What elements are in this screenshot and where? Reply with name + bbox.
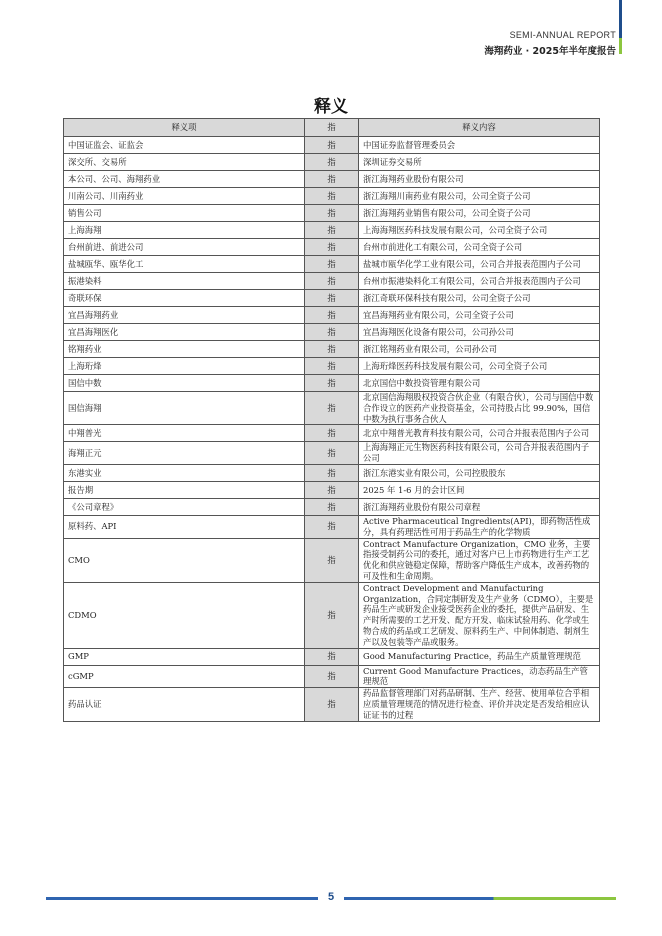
mark-cell: 指 [305,392,359,425]
term-cell: 销售公司 [64,205,305,222]
meaning-cell: 浙江铭翔药业有限公司，公司孙公司 [359,341,600,358]
mark-cell: 指 [305,154,359,171]
table-row [64,256,600,273]
term-cell: cGMP [64,665,305,688]
meaning-cell: 北京中翔普光教育科技有限公司，公司合并报表范围内子公司 [359,425,600,442]
term-cell: 台州前进、前进公司 [64,239,305,256]
mark-cell: 指 [305,239,359,256]
term-cell: 上海海翔 [64,222,305,239]
column-header-term: 释义项 [64,119,305,137]
term-cell: 深交所、交易所 [64,154,305,171]
meaning-cell: 浙江东港实业有限公司，公司控股股东 [359,464,600,481]
table-header-row [64,119,600,137]
footer-line-left [46,897,318,900]
mark-cell: 指 [305,256,359,273]
term-cell: 海翔正元 [64,442,305,465]
table-row [64,358,600,375]
table-row [64,188,600,205]
mark-cell: 指 [305,222,359,239]
mark-cell: 指 [305,358,359,375]
table-row [64,154,600,171]
term-cell: 国信中数 [64,375,305,392]
mark-cell: 指 [305,442,359,465]
table-row [64,425,600,442]
mark-cell: 指 [305,665,359,688]
meaning-cell: 台州市前进化工有限公司，公司全资子公司 [359,239,600,256]
term-cell: 上海珩烽 [64,358,305,375]
mark-cell: 指 [305,324,359,341]
mark-cell: 指 [305,273,359,290]
footer-line-right [344,897,616,900]
term-cell: 药品认证 [64,688,305,721]
table-row [64,392,600,425]
meaning-cell: 浙江海翔药业股份有限公司 [359,171,600,188]
column-header-meaning: 释义内容 [359,119,600,137]
term-cell: 原料药、API [64,515,305,538]
mark-cell: 指 [305,464,359,481]
table-row [64,137,600,154]
term-cell: 东港实业 [64,464,305,481]
mark-cell: 指 [305,375,359,392]
meaning-cell: 中国证券监督管理委员会 [359,137,600,154]
page-title: 释义 [314,97,348,117]
meaning-cell: 宜昌海翔医化设备有限公司，公司孙公司 [359,324,600,341]
term-cell: 报告期 [64,481,305,498]
page-number: 5 [327,891,335,903]
meaning-cell: 北京国信海翔股权投资合伙企业（有限合伙），公司与国信中数合作设立的医药产业投资基金，公司持股占比 99.90%，国信中数为执行事务合伙人 [359,392,600,425]
table-row [64,688,600,721]
table-row [64,324,600,341]
definitions-table-body [64,137,600,722]
table-row [64,205,600,222]
meaning-cell: Current Good Manufacture Practices，动态药品生产管理规范 [359,665,600,688]
table-row [64,582,600,648]
term-cell: 宜昌海翔医化 [64,324,305,341]
term-cell: 国信海翔 [64,392,305,425]
meaning-cell: Contract Manufacture Organization，CMO 业务，主要指接受制药公司的委托，通过对客户已上市药物进行生产工艺优化和供应链稳定保障，帮助客户降低生产成本，改善药物的可及性和生命周期。 [359,538,600,582]
table-row [64,375,600,392]
table-row [64,341,600,358]
meaning-cell: 浙江奇联环保科技有限公司，公司全资子公司 [359,290,600,307]
table-row [64,273,600,290]
term-cell: 盐城瓯华、瓯华化工 [64,256,305,273]
column-header-mark: 指 [305,119,359,137]
meaning-cell: Contract Development and Manufacturing Organization，合同定制研发及生产业务（CDMO），主要是药品生产或研发企业接受医药企业的委托，提供产品研发、生产时所需要的工艺开发、配方开发、临床试验用药、化学或生物合成的药品或工艺研发、原料药生产、中间体制造、制剂生产以及包装等产品或服务。 [359,582,600,648]
table-row [64,515,600,538]
meaning-cell: 上海海翔医药科技发展有限公司，公司全资子公司 [359,222,600,239]
mark-cell: 指 [305,188,359,205]
meaning-cell: 深圳证券交易所 [359,154,600,171]
mark-cell: 指 [305,425,359,442]
meaning-cell: 北京国信中数投资管理有限公司 [359,375,600,392]
term-cell: 川南公司、川南药业 [64,188,305,205]
meaning-cell: 上海珩烽医药科技发展有限公司，公司全资子公司 [359,358,600,375]
report-title-en: SEMI-ANNUAL REPORT [509,30,616,40]
table-row [64,665,600,688]
term-cell: 中国证监会、证监会 [64,137,305,154]
table-row [64,239,600,256]
table-row [64,464,600,481]
table-row [64,498,600,515]
table-row [64,290,600,307]
definitions-table [63,118,600,722]
table-row [64,222,600,239]
mark-cell: 指 [305,307,359,324]
table-row [64,481,600,498]
term-cell: 中翔普光 [64,425,305,442]
meaning-cell: Good Manufacturing Practice，药品生产质量管理规范 [359,648,600,665]
meaning-cell: 浙江海翔药业股份有限公司章程 [359,498,600,515]
table-row [64,648,600,665]
meaning-cell: 药品监督管理部门对药品研制、生产、经营、使用单位合乎相应质量管理规范的情况进行检查、评价并决定是否发给相应认证证书的过程 [359,688,600,721]
term-cell: 振港染料 [64,273,305,290]
term-cell: 《公司章程》 [64,498,305,515]
mark-cell: 指 [305,688,359,721]
mark-cell: 指 [305,582,359,648]
mark-cell: 指 [305,205,359,222]
mark-cell: 指 [305,648,359,665]
table-row [64,538,600,582]
meaning-cell: 盐城市瓯华化学工业有限公司，公司合并报表范围内子公司 [359,256,600,273]
term-cell: CMO [64,538,305,582]
term-cell: 宜昌海翔药业 [64,307,305,324]
term-cell: 本公司、公司、海翔药业 [64,171,305,188]
mark-cell: 指 [305,481,359,498]
mark-cell: 指 [305,290,359,307]
meaning-cell: 浙江海翔川南药业有限公司，公司全资子公司 [359,188,600,205]
report-title-cn: 海翔药业 · 2025年半年度报告 [484,46,616,57]
table-row [64,442,600,465]
mark-cell: 指 [305,341,359,358]
mark-cell: 指 [305,515,359,538]
mark-cell: 指 [305,498,359,515]
meaning-cell: 台州市振港染料化工有限公司，公司合并报表范围内子公司 [359,273,600,290]
meaning-cell: 浙江海翔药业销售有限公司，公司全资子公司 [359,205,600,222]
meaning-cell: 宜昌海翔药业有限公司，公司全资子公司 [359,307,600,324]
table-row [64,171,600,188]
meaning-cell: Active Pharmaceutical Ingredients(API)，即药物活性成分，具有药理活性可用于药品生产的化学物质 [359,515,600,538]
meaning-cell: 上海海翔正元生物医药科技有限公司，公司合并报表范围内子公司 [359,442,600,465]
meaning-cell: 2025 年 1-6 月的会计区间 [359,481,600,498]
table-row [64,307,600,324]
header-accent-bar [619,0,622,54]
mark-cell: 指 [305,137,359,154]
term-cell: 奇联环保 [64,290,305,307]
term-cell: GMP [64,648,305,665]
mark-cell: 指 [305,171,359,188]
term-cell: CDMO [64,582,305,648]
term-cell: 铭翔药业 [64,341,305,358]
mark-cell: 指 [305,538,359,582]
